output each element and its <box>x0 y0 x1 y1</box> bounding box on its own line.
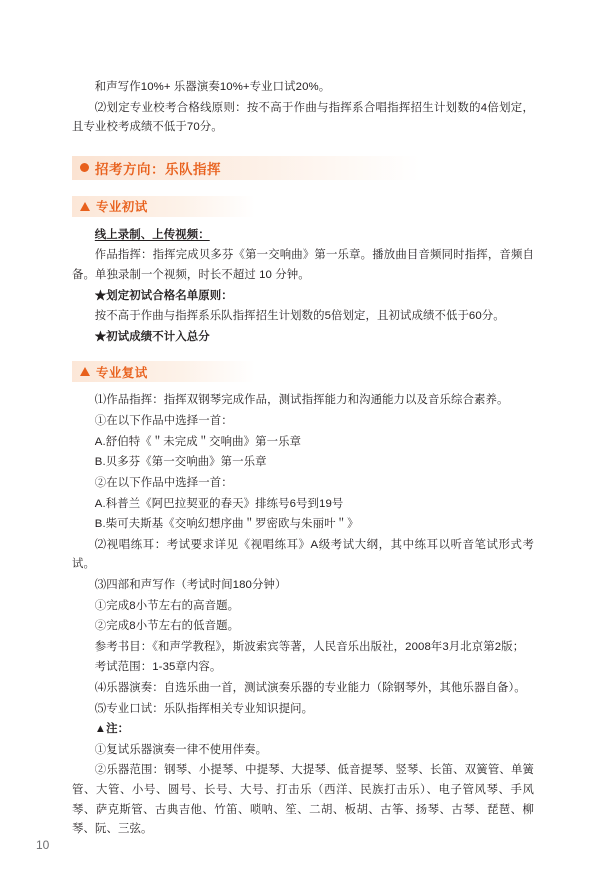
final-item: ⑸专业口试：乐队指挥相关专业知识提问。 <box>94 702 314 715</box>
page-number: 10 <box>36 838 50 852</box>
subheading-preliminary-label: 专业初试 <box>96 200 148 215</box>
final-note-heading: ▲注： <box>94 723 130 736</box>
final-item: ②在以下作品中选择一首： <box>94 476 233 489</box>
subheading-final-label: 专业复试 <box>96 365 148 380</box>
page-content <box>72 78 534 841</box>
subheading-preliminary-band <box>72 196 255 217</box>
triangle-icon <box>80 202 90 211</box>
preliminary-block <box>72 226 534 348</box>
final-item: B.柴可夫斯基《交响幻想序曲＂罗密欧与朱丽叶＂》 <box>94 518 359 531</box>
preliminary-rule-text: 按不高于作曲与指挥系乐队指挥招生计划数的5倍划定，且初试成绩不低于60分。 <box>94 310 505 323</box>
final-block <box>72 391 534 839</box>
triangle-icon <box>80 367 90 376</box>
final-note: ①复试乐器演奏一律不使用伴奏。 <box>94 743 268 756</box>
final-item: A.科普兰《阿巴拉契亚的春天》排练号6号到19号 <box>94 497 344 510</box>
final-item: 考试范围：1-35章内容。 <box>94 661 222 674</box>
preliminary-item-1: 作品指挥：指挥完成贝多芬《第一交响曲》第一乐章。播放曲目音频同时指挥，音频自备。单独录制一个视频，时长不超过 10 分钟。 <box>72 249 534 282</box>
top-line-1: 和声写作10%+ 乐器演奏10%+专业口试20%。 <box>94 81 331 93</box>
final-item: ②完成8小节左右的低音题。 <box>94 620 240 633</box>
top-continued-block <box>72 78 534 138</box>
final-item: B.贝多芬《第一交响曲》第一乐章 <box>94 456 267 469</box>
final-item: ①完成8小节左右的高音题。 <box>94 599 240 612</box>
section-heading-band <box>72 156 420 180</box>
final-item: 参考书目：《和声学教程》，斯波索宾等著，人民音乐出版社，2008年3月北京第2版； <box>94 640 525 653</box>
preliminary-mode-text: 线上录制、上传视频： <box>94 228 210 241</box>
preliminary-note: ★初试成绩不计入总分 <box>94 330 210 343</box>
final-item: ①在以下作品中选择一首： <box>94 415 233 428</box>
section-heading-label: 招考方向：乐队指挥 <box>95 161 221 177</box>
final-item: ⑷乐器演奏：自选乐曲一首，测试演奏乐器的专业能力（除钢琴外，其他乐器自备）。 <box>94 682 526 695</box>
subheading-final-band <box>72 361 255 382</box>
final-note: ②乐器范围：钢琴、小提琴、中提琴、大提琴、低音提琴、竖琴、长笛、双簧管、单簧管、大管、小号、圆号、长号、大号、打击乐（西洋、民族打击乐）、电子管风琴、手风琴、萨克斯管、古典吉他、竹笛、唢呐、笙、二胡、板胡、古筝、扬琴、古琴、琵琶、柳琴、阮、三弦。 <box>72 764 534 836</box>
preliminary-rule-title: ★划定初试合格名单原则： <box>94 289 233 302</box>
final-item: ⑵视唱练耳：考试要求详见《视唱练耳》A级考试大纲，其中练耳以听音笔试形式考试。 <box>72 538 534 571</box>
top-line-2: ⑵划定专业校考合格线原则：按不高于作曲与指挥系合唱指挥招生计划数的4倍划定，且专业校考成绩不低于70分。 <box>72 101 534 134</box>
bullet-circle-icon <box>80 163 89 172</box>
final-item: A.舒伯特《＂未完成＂交响曲》第一乐章 <box>94 435 302 448</box>
final-item: ⑶四部和声写作（考试时间180分钟） <box>94 578 287 591</box>
preliminary-mode-label <box>72 226 534 246</box>
final-item: ⑴作品指挥：指挥双钢琴完成作品，测试指挥能力和沟通能力以及音乐综合素养。 <box>94 394 509 407</box>
